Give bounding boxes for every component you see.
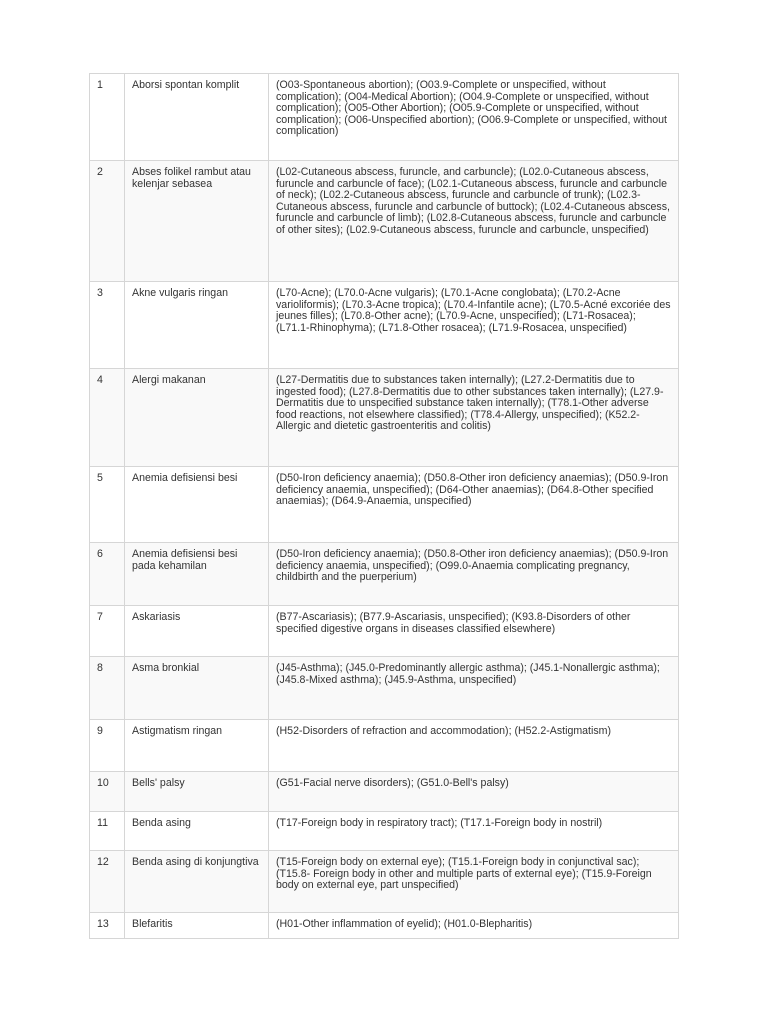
table-row xyxy=(90,657,679,720)
diagnosis-name: Anemia defisiensi besi pada kehamilan xyxy=(125,543,269,606)
icd-codes: (G51-Facial nerve disorders); (G51.0-Bell's palsy) xyxy=(269,772,679,812)
table-row xyxy=(90,161,679,282)
diagnosis-name: Bells' palsy xyxy=(125,772,269,812)
row-number: 5 xyxy=(90,467,125,543)
icd-codes: (T15-Foreign body on external eye); (T15.1-Foreign body in conjunctival sac); (T15.8- Foreign body in other and multiple parts of external eye); (T15.9-Foreign body on external eye, part unspecified) xyxy=(269,851,679,913)
diagnosis-name: Anemia defisiensi besi xyxy=(125,467,269,543)
table-row xyxy=(90,772,679,812)
icd-codes: (L27-Dermatitis due to substances taken internally); (L27.2-Dermatitis due to ingested food); (L27.8-Dermatitis due to other substances taken internally); (L27.9-Dermatitis due to unspecified substance taken internally); (T78.1-Other adverse food reactions, not elsewhere classified); (T78.4-Allergy, unspecified); (K52.2-Allergic and dietetic gastroenteritis and colitis) xyxy=(269,369,679,467)
table-row xyxy=(90,606,679,657)
diagnosis-name: Abses folikel rambut atau kelenjar sebasea xyxy=(125,161,269,282)
row-number: 2 xyxy=(90,161,125,282)
diagnosis-name: Benda asing xyxy=(125,812,269,851)
diagnosis-name: Alergi makanan xyxy=(125,369,269,467)
icd-codes: (D50-Iron deficiency anaemia); (D50.8-Other iron deficiency anaemias); (D50.9-Iron deficiency anaemia, unspecified); (D64-Other anaemias); (D64.8-Other specified anaemias); (D64.9-Anaemia, unspecified) xyxy=(269,467,679,543)
table-row xyxy=(90,282,679,369)
row-number: 10 xyxy=(90,772,125,812)
row-number: 1 xyxy=(90,74,125,161)
table-row xyxy=(90,851,679,913)
icd-codes: (J45-Asthma); (J45.0-Predominantly allergic asthma); (J45.1-Nonallergic asthma); (J45.8-Mixed asthma); (J45.9-Asthma, unspecified) xyxy=(269,657,679,720)
icd-codes: (T17-Foreign body in respiratory tract); (T17.1-Foreign body in nostril) xyxy=(269,812,679,851)
row-number: 8 xyxy=(90,657,125,720)
table-row xyxy=(90,467,679,543)
diagnosis-name: Aborsi spontan komplit xyxy=(125,74,269,161)
row-number: 11 xyxy=(90,812,125,851)
diagnosis-name: Astigmatism ringan xyxy=(125,720,269,772)
table-row xyxy=(90,543,679,606)
icd-codes: (H52-Disorders of refraction and accommodation); (H52.2-Astigmatism) xyxy=(269,720,679,772)
diagnosis-name: Akne vulgaris ringan xyxy=(125,282,269,369)
row-number: 12 xyxy=(90,851,125,913)
diagnosis-name: Benda asing di konjungtiva xyxy=(125,851,269,913)
diagnosis-name: Asma bronkial xyxy=(125,657,269,720)
diagnosis-name: Askariasis xyxy=(125,606,269,657)
table-row xyxy=(90,369,679,467)
icd-codes: (L70-Acne); (L70.0-Acne vulgaris); (L70.1-Acne conglobata); (L70.2-Acne varioliformis); (L70.3-Acne tropica); (L70.4-Infantile acne); (L70.5-Acné excoriée des jeunes filles); (L70.8-Other acne); (L70.9-Acne, unspecified); (L71-Rosacea); (L71.1-Rhinophyma); (L71.8-Other rosacea); (L71.9-Rosacea, unspecified) xyxy=(269,282,679,369)
row-number: 13 xyxy=(90,913,125,939)
row-number: 9 xyxy=(90,720,125,772)
row-number: 4 xyxy=(90,369,125,467)
table-row xyxy=(90,720,679,772)
icd-codes: (D50-Iron deficiency anaemia); (D50.8-Other iron deficiency anaemias); (D50.9-Iron deficiency anaemia, unspecified); (O99.0-Anaemia complicating pregnancy, childbirth and the puerperium) xyxy=(269,543,679,606)
icd-codes: (O03-Spontaneous abortion); (O03.9-Complete or unspecified, without complication); (O04-Medical Abortion); (O04.9-Complete or unspecified, without complication); (O05-Other Abortion); (O05.9-Complete or unspecified, without complication); (O06-Unspecified abortion); (O06.9-Complete or unspecified, without complication) xyxy=(269,74,679,161)
row-number: 7 xyxy=(90,606,125,657)
table-row xyxy=(90,913,679,939)
icd-codes: (L02-Cutaneous abscess, furuncle, and carbuncle); (L02.0-Cutaneous abscess, furuncle and carbuncle of face); (L02.1-Cutaneous abscess, furuncle and carbuncle of neck); (L02.2-Cutaneous abscess, furuncle and carbuncle of trunk); (L02.3-Cutaneous abscess, furuncle and carbuncle of buttock); (L02.4-Cutaneous abscess, furuncle and carbuncle of limb); (L02.8-Cutaneous abscess, furuncle and carbuncle of other sites); (L02.9-Cutaneous abscess, furuncle and carbuncle, unspecified) xyxy=(269,161,679,282)
row-number: 6 xyxy=(90,543,125,606)
table-row xyxy=(90,74,679,161)
table-row xyxy=(90,812,679,851)
diagnosis-code-table xyxy=(89,73,679,939)
icd-codes: (H01-Other inflammation of eyelid); (H01.0-Blepharitis) xyxy=(269,913,679,939)
diagnosis-name: Blefaritis xyxy=(125,913,269,939)
icd-codes: (B77-Ascariasis); (B77.9-Ascariasis, unspecified); (K93.8-Disorders of other specified digestive organs in diseases classified elsewhere) xyxy=(269,606,679,657)
row-number: 3 xyxy=(90,282,125,369)
